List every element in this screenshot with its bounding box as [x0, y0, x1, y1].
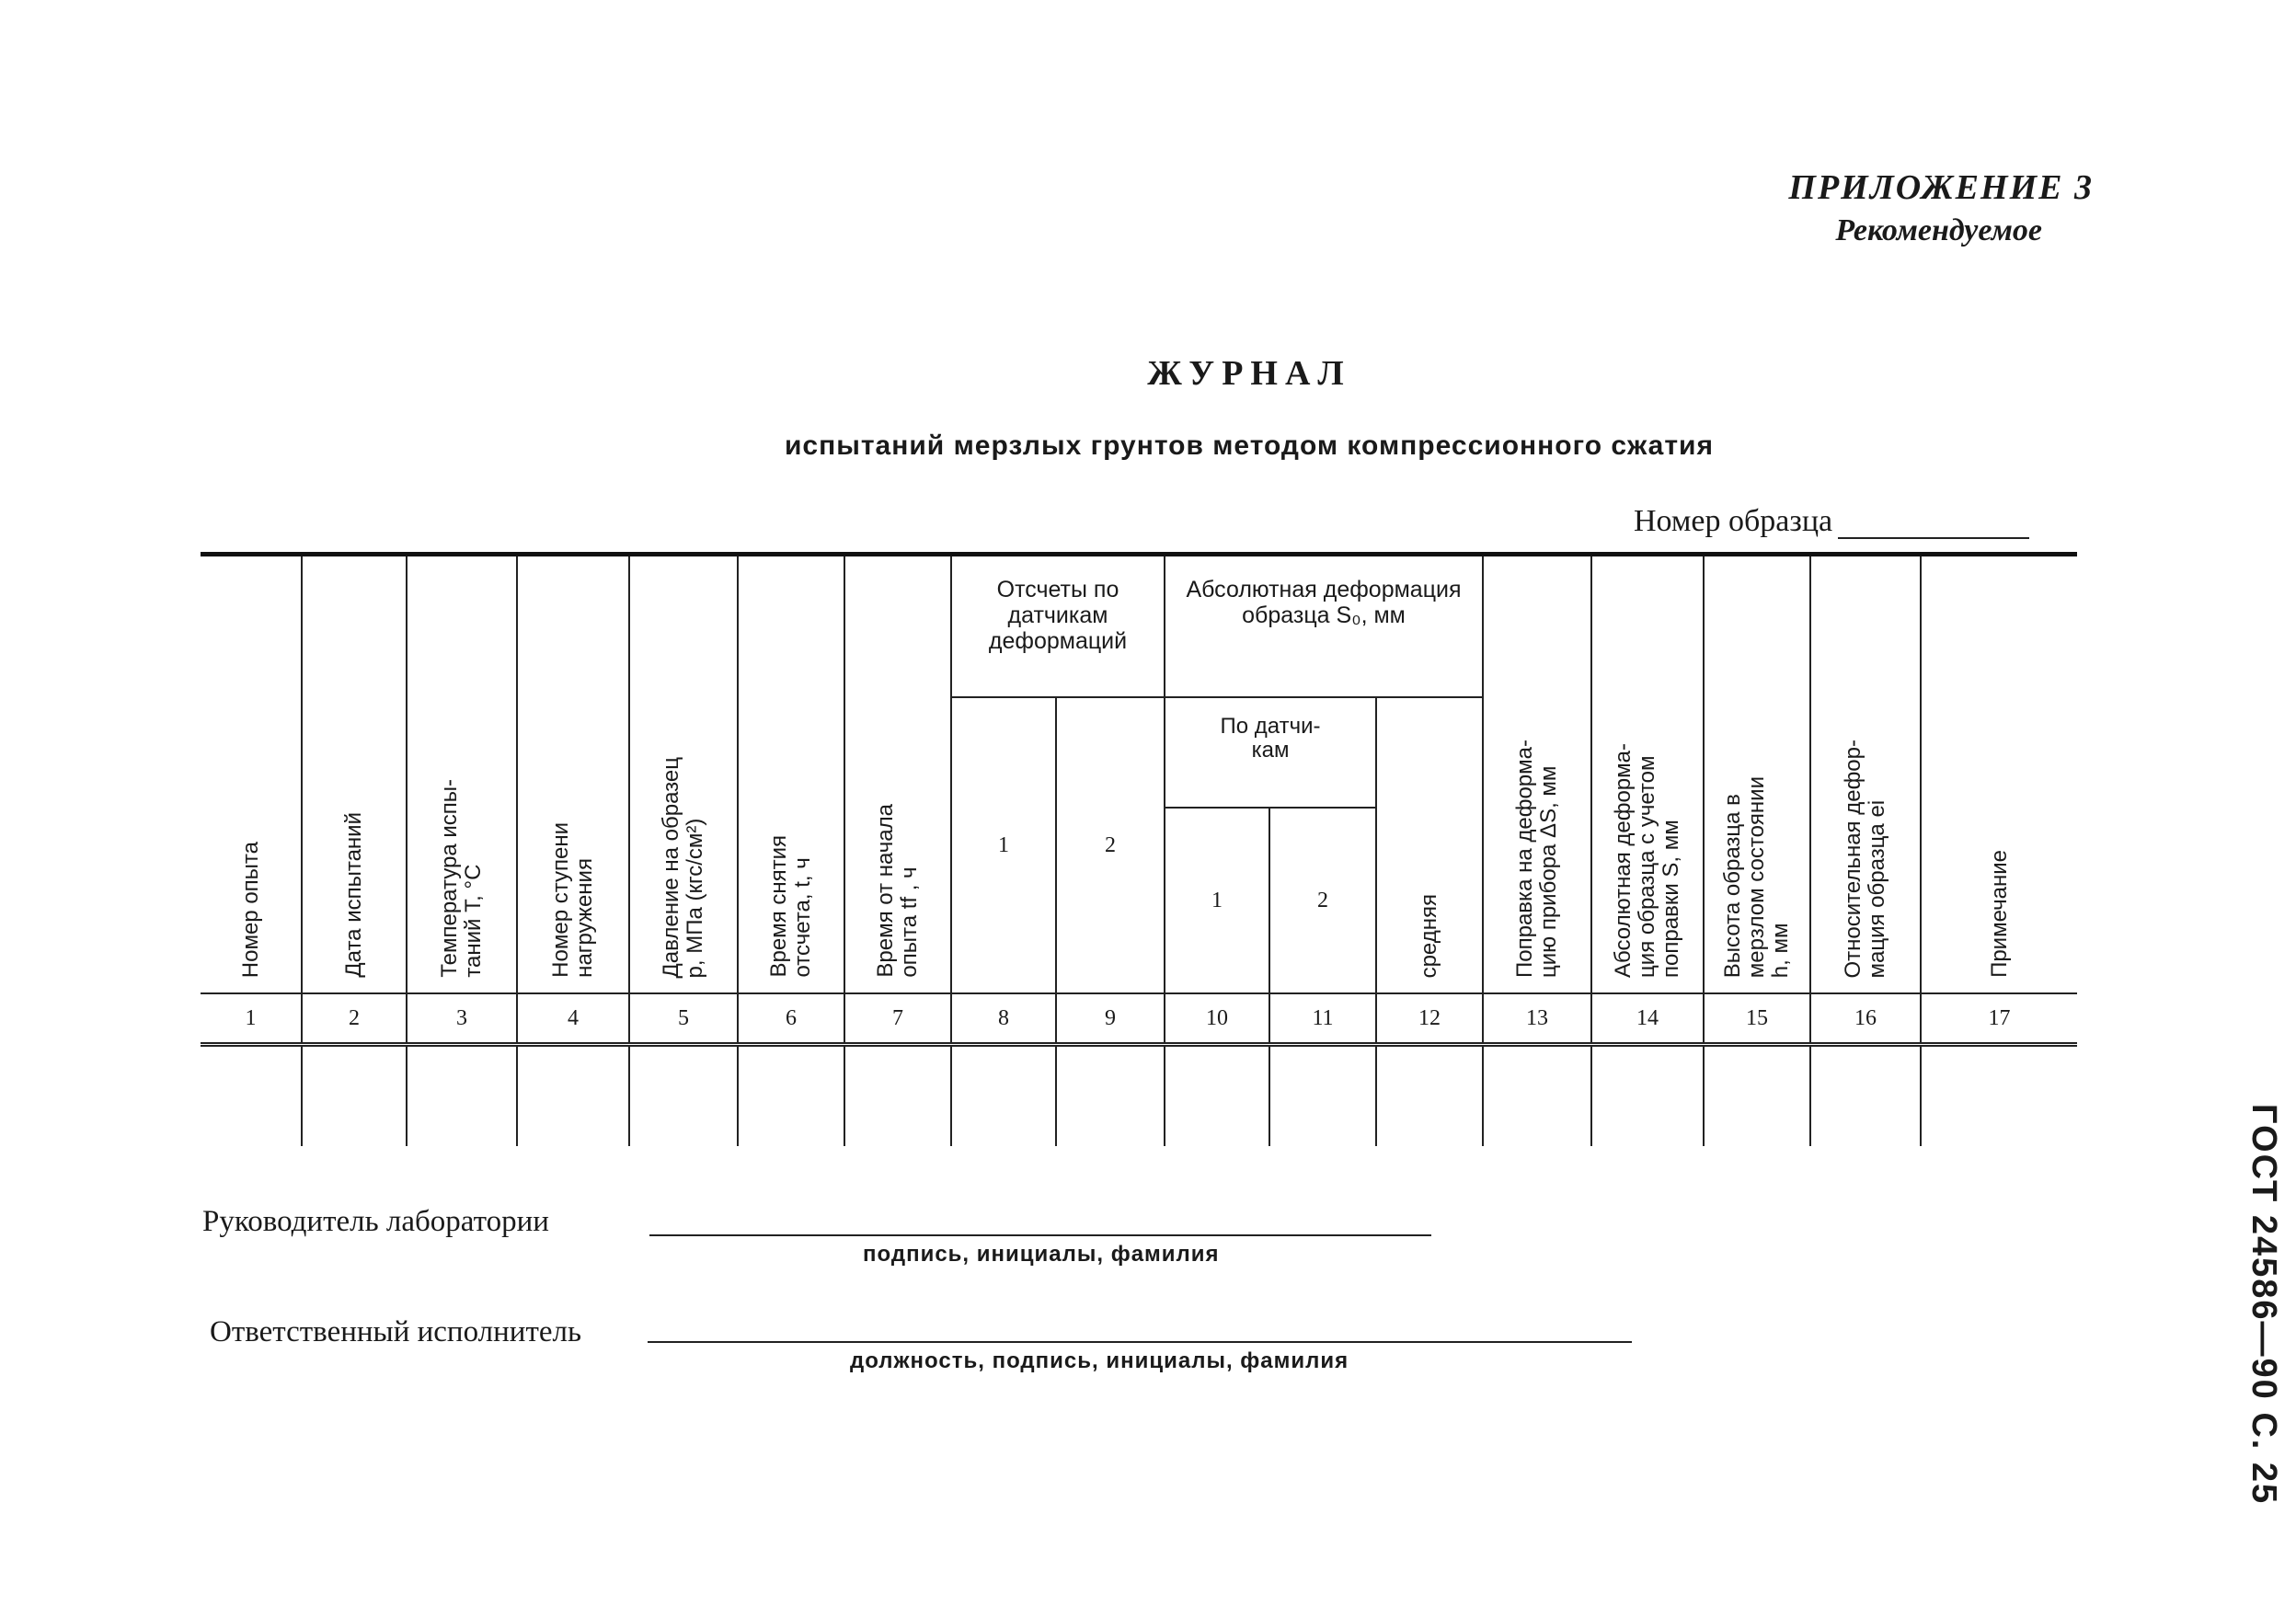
header-load-stage: Номер ступени нагружения	[517, 555, 629, 994]
page-reference: ГОСТ 24586—90 С. 25	[2244, 1104, 2283, 1506]
column-number: 11	[1269, 993, 1376, 1045]
column-number: 15	[1704, 993, 1810, 1045]
column-number: 16	[1810, 993, 1921, 1045]
head-signature-line[interactable]	[649, 1234, 1431, 1236]
column-number: 6	[738, 993, 844, 1045]
table-cell[interactable]	[1165, 1045, 1269, 1147]
table-cell[interactable]	[1704, 1045, 1810, 1147]
appendix-block	[1788, 167, 2094, 248]
table-cell[interactable]	[302, 1045, 407, 1147]
column-number: 7	[844, 993, 951, 1045]
head-signature-caption: подпись, инициалы, фамилия	[863, 1242, 1220, 1267]
column-number: 17	[1921, 993, 2077, 1045]
header-corrected-deformation: Абсолютная деформа- ция образца с учетом поправки S, мм	[1591, 555, 1704, 994]
table-cell[interactable]	[1591, 1045, 1704, 1147]
column-number: 9	[1056, 993, 1165, 1045]
header-experiment-number: Номер опыта	[201, 555, 302, 994]
executor-signature-caption: должность, подпись, инициалы, фамилия	[850, 1348, 1349, 1373]
table-cell[interactable]	[629, 1045, 738, 1147]
table-cell[interactable]	[738, 1045, 844, 1147]
header-reading-sensor-2: 2	[1056, 697, 1165, 993]
table-cell[interactable]	[1376, 1045, 1483, 1147]
sample-number	[1634, 504, 2029, 539]
header-device-correction: Поправка на деформа- цию прибора ΔS, мм	[1483, 555, 1591, 994]
header-sensor-readings: Отсчеты по датчикам деформаций	[951, 555, 1165, 698]
table-cell[interactable]	[517, 1045, 629, 1147]
table-cell[interactable]	[1921, 1045, 2077, 1147]
table-cell[interactable]	[1483, 1045, 1591, 1147]
column-number: 8	[951, 993, 1056, 1045]
header-elapsed-time: Время от начала опыта tf , ч	[844, 555, 951, 994]
executor-signature-line[interactable]	[648, 1341, 1632, 1343]
journal-table	[201, 552, 2077, 1146]
table-cell[interactable]	[1810, 1045, 1921, 1147]
table-cell[interactable]	[844, 1045, 951, 1147]
column-number: 4	[517, 993, 629, 1045]
appendix-status: Рекомендуемое	[1835, 213, 2042, 247]
header-temperature: Температура испы- таний T, °C	[407, 555, 517, 994]
column-number: 13	[1483, 993, 1591, 1045]
table-row	[201, 1045, 2077, 1147]
header-sample-height: Высота образца в мерзлом состоянии h, мм	[1704, 555, 1810, 994]
column-number: 5	[629, 993, 738, 1045]
table-cell[interactable]	[201, 1045, 302, 1147]
executor-signature-label: Ответственный исполнитель	[210, 1315, 582, 1348]
journal-title-block	[0, 353, 2296, 462]
column-number: 3	[407, 993, 517, 1045]
column-number: 2	[302, 993, 407, 1045]
sample-number-field[interactable]	[1838, 510, 2029, 539]
column-number: 12	[1376, 993, 1483, 1045]
header-test-date: Дата испытаний	[302, 555, 407, 994]
table-cell[interactable]	[1056, 1045, 1165, 1147]
header-by-sensors: По датчи- кам	[1165, 697, 1376, 808]
header-relative-deformation: Относительная дефор- мация образца ei	[1810, 555, 1921, 994]
sample-number-label: Номер образца	[1634, 504, 1833, 538]
header-average: средняя	[1376, 697, 1483, 993]
appendix-label: ПРИЛОЖЕНИЕ 3	[1788, 168, 2094, 207]
header-pressure: Давление на образец p, МПа (кгс/см²)	[629, 555, 738, 994]
header-absolute-deformation: Абсолютная деформация образца S₀, мм	[1165, 555, 1483, 698]
journal-title: ЖУРНАЛ	[1147, 354, 1351, 393]
header-abs-sensor-2: 2	[1269, 808, 1376, 993]
column-numbers-row	[201, 993, 2077, 1045]
header-note: Примечание	[1921, 555, 2077, 994]
column-number: 1	[201, 993, 302, 1045]
header-abs-sensor-1: 1	[1165, 808, 1269, 993]
table-cell[interactable]	[1269, 1045, 1376, 1147]
header-reading-time: Время снятия отсчета, t, ч	[738, 555, 844, 994]
journal-subtitle: испытаний мерзлых грунтов методом компрессионного сжатия	[784, 430, 1715, 461]
table-cell[interactable]	[951, 1045, 1056, 1147]
table-cell[interactable]	[407, 1045, 517, 1147]
column-number: 14	[1591, 993, 1704, 1045]
column-number: 10	[1165, 993, 1269, 1045]
header-reading-sensor-1: 1	[951, 697, 1056, 993]
head-signature-label: Руководитель лаборатории	[202, 1205, 549, 1238]
